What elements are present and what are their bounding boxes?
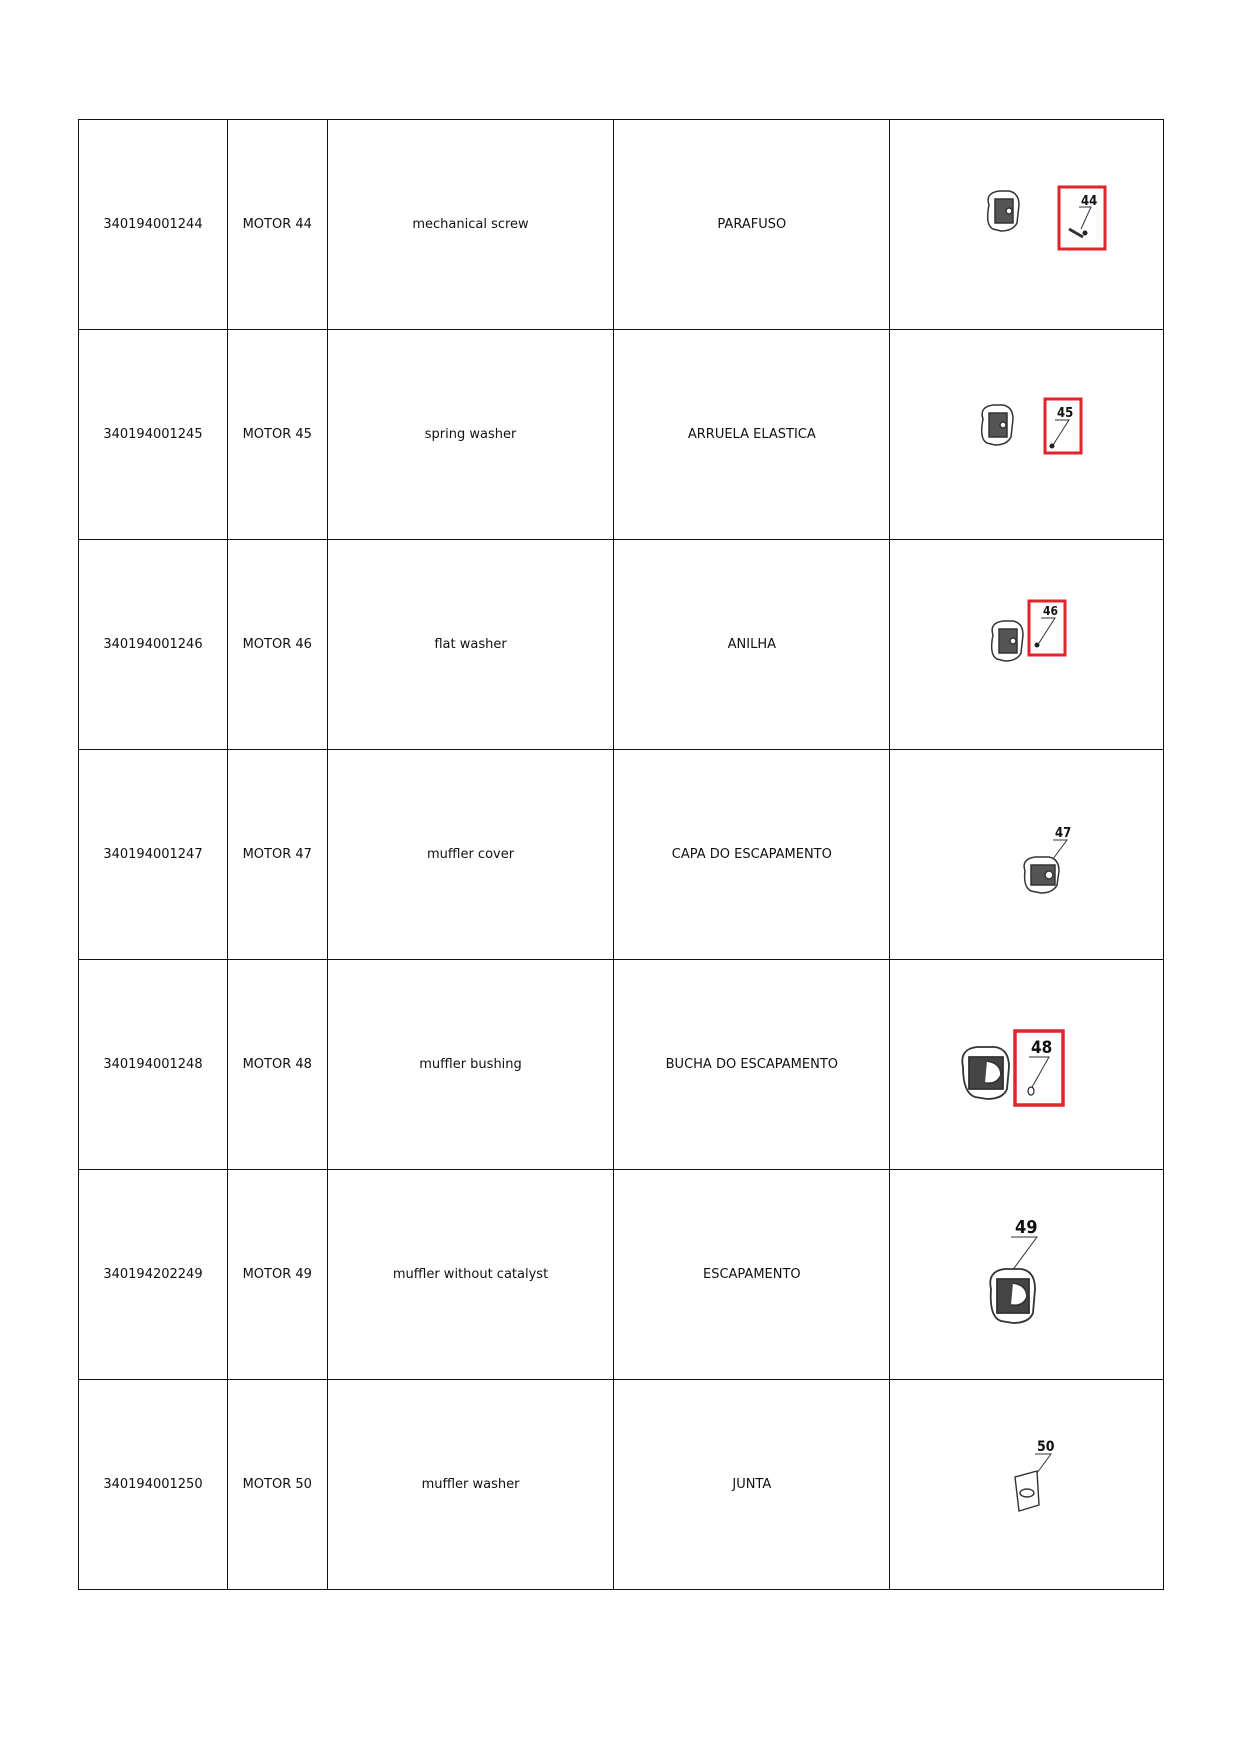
exhaust-screw-icon — [897, 165, 1157, 285]
part-ref: MOTOR 46 — [227, 540, 327, 750]
part-code: 340194001250 — [79, 1380, 228, 1590]
part-code: 340194001246 — [79, 540, 228, 750]
part-image-cell — [890, 330, 1164, 540]
part-desc-pt: ESCAPAMENTO — [614, 1170, 890, 1380]
part-image-cell — [890, 960, 1164, 1170]
muffler-bushing-icon — [897, 1005, 1157, 1125]
part-desc-en: muffler washer — [327, 1380, 614, 1590]
part-image-cell — [890, 1380, 1164, 1590]
part-image-cell — [890, 750, 1164, 960]
part-desc-en: muffler without catalyst — [327, 1170, 614, 1380]
part-code: 340194001244 — [79, 120, 228, 330]
part-code: 340194001247 — [79, 750, 228, 960]
muffler-cover-icon — [897, 795, 1157, 915]
callout-number: 48 — [1030, 1037, 1052, 1058]
part-ref: MOTOR 49 — [227, 1170, 327, 1380]
part-desc-en: mechanical screw — [327, 120, 614, 330]
muffler-icon — [897, 1205, 1157, 1345]
part-desc-en: muffler cover — [327, 750, 614, 960]
table-row — [79, 960, 1164, 1170]
part-desc-pt: PARAFUSO — [614, 120, 890, 330]
muffler-gasket-icon — [897, 1425, 1157, 1545]
part-ref: MOTOR 47 — [227, 750, 327, 960]
callout-number: 44 — [1080, 193, 1097, 209]
part-ref: MOTOR 50 — [227, 1380, 327, 1590]
table-row — [79, 330, 1164, 540]
part-desc-en: flat washer — [327, 540, 614, 750]
part-code: 340194202249 — [79, 1170, 228, 1380]
callout-number: 49 — [1014, 1216, 1038, 1238]
table-row — [79, 1380, 1164, 1590]
part-desc-pt: CAPA DO ESCAPAMENTO — [614, 750, 890, 960]
part-desc-pt: BUCHA DO ESCAPAMENTO — [614, 960, 890, 1170]
part-image-cell — [890, 120, 1164, 330]
part-image-cell — [890, 1170, 1164, 1380]
part-ref: MOTOR 48 — [227, 960, 327, 1170]
part-code: 340194001245 — [79, 330, 228, 540]
part-image-cell — [890, 540, 1164, 750]
part-desc-pt: ANILHA — [614, 540, 890, 750]
callout-number: 47 — [1054, 825, 1071, 841]
table-row — [79, 1170, 1164, 1380]
part-desc-pt: ARRUELA ELASTICA — [614, 330, 890, 540]
table-row — [79, 120, 1164, 330]
flat-washer-icon — [897, 585, 1157, 705]
part-desc-en: spring washer — [327, 330, 614, 540]
table-row — [79, 540, 1164, 750]
spring-washer-icon — [897, 375, 1157, 495]
part-ref: MOTOR 44 — [227, 120, 327, 330]
parts-table — [78, 119, 1164, 1590]
table-row — [79, 750, 1164, 960]
callout-number: 50 — [1036, 1438, 1055, 1455]
part-ref: MOTOR 45 — [227, 330, 327, 540]
callout-number: 45 — [1056, 405, 1073, 421]
callout-number: 46 — [1042, 603, 1058, 618]
part-desc-en: muffler bushing — [327, 960, 614, 1170]
part-desc-pt: JUNTA — [614, 1380, 890, 1590]
part-code: 340194001248 — [79, 960, 228, 1170]
